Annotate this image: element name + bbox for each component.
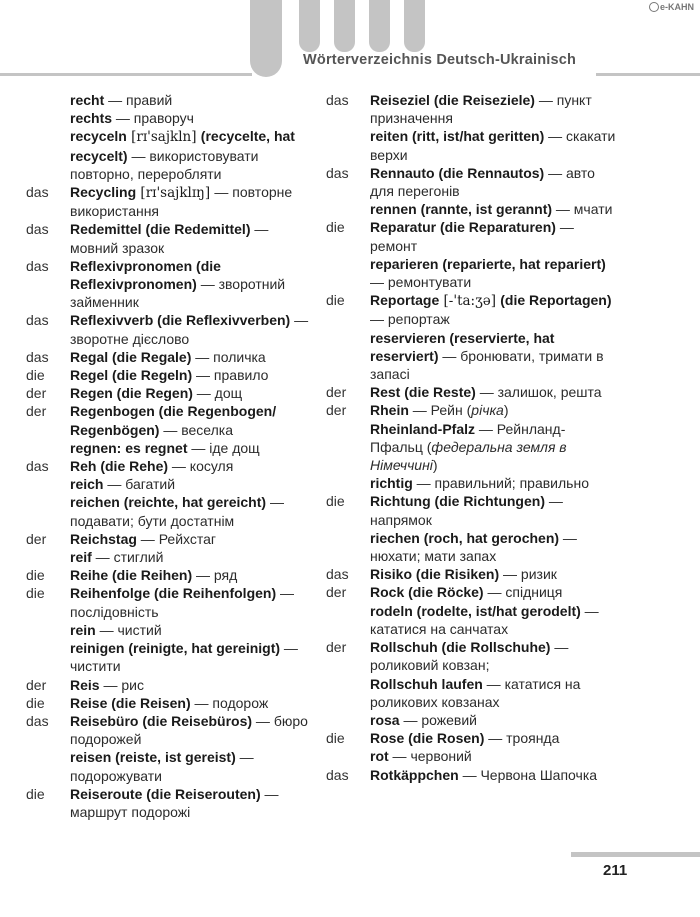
dictionary-entry <box>26 91 316 109</box>
entry-translation: — бюро подорожей <box>70 712 308 748</box>
entry-headword: Reflexivverb (die Reflexivverben) <box>70 312 291 329</box>
dictionary-entry <box>26 548 316 566</box>
entry-transcription: [rɪ'sajkln] <box>126 129 201 146</box>
dictionary-entry <box>26 475 316 493</box>
dictionary-entry <box>26 639 316 675</box>
entry-headword: regnen: es regnet <box>70 439 188 456</box>
entry-headword: Redemittel (die Redemittel) <box>70 221 251 238</box>
header-tab <box>369 0 390 52</box>
left-column <box>26 91 316 821</box>
entry-article: das <box>26 712 49 729</box>
dictionary-entry <box>26 183 316 220</box>
dictionary-entry <box>26 311 316 347</box>
entry-transcription: [rɪ'sajklɪŋ] <box>136 185 215 202</box>
entry-translation: — пункт призначення <box>370 92 592 127</box>
entry-headword: reich <box>70 476 104 493</box>
entry-headword: Reis <box>70 676 100 693</box>
entry-headword: Reh (die Rehe) <box>70 458 169 475</box>
entry-translation: — скакати верхи <box>370 128 616 163</box>
entry-article: das <box>26 257 49 274</box>
entry-translation: — правий <box>104 92 173 108</box>
dictionary-entry <box>26 712 316 748</box>
header-rule-right <box>596 73 700 76</box>
logo-icon <box>649 2 659 12</box>
entry-translation: — мчати <box>552 201 613 218</box>
dictionary-entry <box>326 200 616 218</box>
dictionary-entry <box>326 492 616 528</box>
entry-headword: reservieren (reservierte, hat reserviert) <box>370 329 555 364</box>
entry-headword: Reflexivpronomen (die Reflexivpronomen) <box>70 257 221 293</box>
dictionary-entry <box>26 439 316 457</box>
entry-article: der <box>326 384 347 401</box>
entry-translation: — Рейнланд-Пфальц ( <box>370 420 566 455</box>
entry-translation: — послідовність <box>70 585 295 620</box>
entry-headword: Reihe (die Reihen) <box>70 567 193 584</box>
entry-headword: reinigen (reinigte, hat gereinigt) <box>70 640 281 657</box>
entry-translation: — рожевий <box>399 711 478 728</box>
dictionary-entry <box>326 583 616 601</box>
entry-article: die <box>26 785 45 802</box>
dictionary-entry <box>326 602 616 638</box>
dictionary-entry <box>26 694 316 712</box>
entry-headword: reiten (ritt, ist/hat geritten) <box>370 128 545 145</box>
entry-translation: — Червона Шапочка <box>458 766 598 783</box>
entry-article: die <box>326 292 345 309</box>
entry-article: der <box>326 584 347 601</box>
dictionary-entry <box>326 420 616 475</box>
entry-article: der <box>26 385 47 402</box>
entry-article: die <box>26 367 45 384</box>
header-tab <box>299 0 320 52</box>
entry-headword: riechen (roch, hat gerochen) <box>370 529 560 546</box>
dictionary-entry <box>26 220 316 256</box>
entry-translation: — чистити <box>70 640 298 675</box>
entry-headword: recht <box>70 92 105 108</box>
dictionary-entry <box>26 457 316 475</box>
entry-note: федеральна земля в Німеччині <box>370 438 567 474</box>
dictionary-entry <box>326 747 616 765</box>
entry-headword: rosa <box>370 711 400 728</box>
entry-translation: — ремонт <box>370 219 574 254</box>
dictionary-entry <box>326 565 616 583</box>
entry-article: das <box>26 348 49 365</box>
entry-headword: reif <box>70 549 92 566</box>
entry-headword: Rhein <box>370 402 409 419</box>
dictionary-entry <box>326 675 616 711</box>
dictionary-entry <box>26 109 316 127</box>
dictionary-entry <box>326 638 616 674</box>
dictionary-entry <box>326 766 616 784</box>
dictionary-entry <box>26 748 316 784</box>
entry-article: die <box>26 585 45 602</box>
entry-translation: — залишок, решта <box>475 384 602 401</box>
entry-headword: Reportage <box>370 292 440 309</box>
entry-translation: — кататися на санчатах <box>370 602 599 637</box>
entry-headword: Reisebüro (die Reisebüros) <box>70 712 253 729</box>
header-tab <box>334 0 355 52</box>
entry-translation: — подорож <box>190 694 269 711</box>
entry-translation: — маршрут подорожі <box>70 785 279 820</box>
entry-transcription: [-'ta:ʒə] <box>439 293 501 310</box>
entry-translation: — правило <box>192 367 269 384</box>
entry-article: der <box>326 639 347 656</box>
entry-headword: Reihenfolge (die Reihenfolgen) <box>70 585 277 602</box>
entry-translation: — ризик <box>499 566 557 583</box>
entry-article: das <box>326 164 349 181</box>
entry-translation: — веселка <box>159 421 234 438</box>
entry-headword: Rheinland-Pfalz <box>370 420 476 437</box>
header-tab-large <box>250 0 282 77</box>
dictionary-entry <box>326 218 616 254</box>
entry-article: das <box>326 566 349 583</box>
dictionary-entry <box>326 383 616 401</box>
entry-headword: Recycling <box>70 184 137 201</box>
dictionary-entry <box>326 127 616 163</box>
entry-headword: Reiseziel (die Reiseziele) <box>370 92 535 108</box>
entry-headword: Regel (die Regeln) <box>70 367 193 384</box>
entry-article: das <box>326 766 349 783</box>
entry-translation-end: ) <box>432 457 438 474</box>
entry-article: die <box>326 493 345 510</box>
entry-article: die <box>26 567 45 584</box>
entry-headword: Rose (die Rosen) <box>370 730 485 747</box>
entry-article: das <box>26 458 49 475</box>
entry-headword: Reichstag <box>70 530 137 547</box>
dictionary-entry <box>26 785 316 821</box>
dictionary-entry <box>26 566 316 584</box>
entry-translation: — нюхати; мати запах <box>370 529 577 565</box>
entry-translation: — рис <box>99 676 144 693</box>
entry-article: das <box>26 312 49 329</box>
entry-note: річка <box>471 402 504 419</box>
entry-translation: — косуля <box>168 458 234 475</box>
entry-translation: — спідниця <box>483 584 563 601</box>
right-column <box>326 91 616 784</box>
entry-translation: — репортаж <box>370 311 450 328</box>
entry-article: die <box>326 730 345 747</box>
entry-headword: reisen (reiste, ist gereist) <box>70 749 236 766</box>
entry-translation-end: ) <box>503 402 509 419</box>
entry-translation: — авто для перегонів <box>370 164 595 200</box>
entry-translation: — зворотне дієслово <box>70 312 309 347</box>
entry-headword-forms: (recycelte, hat recycelt) <box>70 128 295 164</box>
dictionary-entry <box>26 127 316 183</box>
entry-translation: — чистий <box>95 621 162 638</box>
entry-translation: — напрямок <box>370 493 563 528</box>
entry-headword: rot <box>370 748 389 765</box>
dictionary-entry <box>326 711 616 729</box>
entry-article: der <box>26 676 47 693</box>
dictionary-entry <box>26 257 316 312</box>
entry-translation: — червоний <box>388 748 472 765</box>
entry-translation: — дощ <box>192 385 243 402</box>
entry-translation: — зворотний займенник <box>70 276 286 311</box>
entry-headword: richtig <box>370 475 413 492</box>
entry-article: die <box>326 219 345 236</box>
entry-headword: Reise (die Reisen) <box>70 694 191 711</box>
entry-headword: Rock (die Röcke) <box>370 584 484 601</box>
entry-headword: Rest (die Reste) <box>370 384 476 401</box>
entry-translation: — Рейн ( <box>408 402 472 419</box>
entry-headword: Regen (die Regen) <box>70 385 193 402</box>
entry-headword: Rotkäppchen <box>370 766 459 783</box>
dictionary-entry <box>326 474 616 492</box>
entry-translation: — багатий <box>103 476 176 493</box>
entry-translation: — кататися на роликових ковзанах <box>370 675 581 710</box>
dictionary-entry <box>326 529 616 565</box>
entry-headword: Richtung (die Richtungen) <box>370 493 545 510</box>
header-tab <box>404 0 425 52</box>
entry-translation: — ряд <box>192 567 238 584</box>
dictionary-entry <box>326 401 616 419</box>
dictionary-entry <box>326 329 616 384</box>
entry-headword: Risiko (die Risiken) <box>370 566 500 583</box>
entry-translation: — подавати; бути достатнім <box>70 494 284 529</box>
entry-article: der <box>326 402 347 419</box>
entry-translation: — Рейхстаг <box>136 530 217 547</box>
entry-article: der <box>26 530 47 547</box>
entry-translation: — правильний; правильно <box>412 475 589 492</box>
dictionary-entry <box>26 584 316 620</box>
entry-translation: — подорожувати <box>70 749 254 784</box>
dictionary-entry <box>326 164 616 200</box>
entry-headword-forms: (die Reportagen) <box>500 292 612 309</box>
entry-headword: rechts <box>70 110 113 127</box>
entry-translation: — бронювати, тримати в запасі <box>370 347 604 383</box>
entry-headword: recyceln <box>70 128 127 145</box>
entry-article: das <box>326 92 349 108</box>
entry-translation: — використовувати повторно, переробляти <box>70 147 259 182</box>
dictionary-entry <box>26 676 316 694</box>
entry-headword: Regenbogen (die Regenbogen/ Regenbögen) <box>70 403 277 438</box>
dictionary-entry <box>26 493 316 529</box>
entry-translation: — ремонтувати <box>370 274 472 291</box>
entry-headword: Regal (die Regale) <box>70 348 192 365</box>
publisher-logo: e-KAHN <box>649 2 694 12</box>
dictionary-entry <box>26 384 316 402</box>
dictionary-entry <box>26 530 316 548</box>
entry-translation: — стиглий <box>91 549 164 566</box>
dictionary-entry <box>326 255 616 291</box>
dictionary-entry <box>326 729 616 747</box>
dictionary-entry <box>26 402 316 438</box>
dictionary-entry <box>326 91 616 127</box>
footer-rule <box>571 852 700 857</box>
entry-headword: Reiseroute (die Reiserouten) <box>70 785 261 802</box>
entry-headword: reparieren (reparierte, hat repariert) <box>370 255 606 272</box>
entry-article: der <box>26 403 47 420</box>
entry-translation: — повторне використання <box>70 184 293 220</box>
dictionary-entry <box>26 366 316 384</box>
dictionary-entry <box>26 348 316 366</box>
page-number: 211 <box>603 862 628 879</box>
running-title: Wörterverzeichnis Deutsch-Ukrainisch <box>303 52 577 68</box>
entry-headword: Rollschuh (die Rollschuhe) <box>370 639 551 656</box>
entry-article: die <box>26 694 45 711</box>
entry-headword: rennen (rannte, ist gerannt) <box>370 201 553 218</box>
entry-translation: — праворуч <box>112 110 194 127</box>
entry-headword: Rollschuh laufen <box>370 675 483 692</box>
entry-translation: — троянда <box>484 730 560 747</box>
entry-article: das <box>26 184 49 201</box>
entry-translation: — іде дощ <box>187 439 260 456</box>
entry-translation: — мовний зразок <box>70 221 269 256</box>
dictionary-entry <box>26 621 316 639</box>
entry-headword: reichen (reichte, hat gereicht) <box>70 494 267 511</box>
entry-translation: — роликовий ковзан; <box>370 639 569 674</box>
entry-headword: Reparatur (die Reparaturen) <box>370 219 556 236</box>
entry-headword: rodeln (rodelte, ist/hat gerodelt) <box>370 602 581 619</box>
entry-article: das <box>26 221 49 238</box>
dictionary-entry <box>326 291 616 328</box>
header-rule-left <box>0 73 252 76</box>
entry-headword: Rennauto (die Rennautos) <box>370 164 545 181</box>
entry-headword: rein <box>70 621 96 638</box>
entry-translation: — поличка <box>191 348 266 365</box>
